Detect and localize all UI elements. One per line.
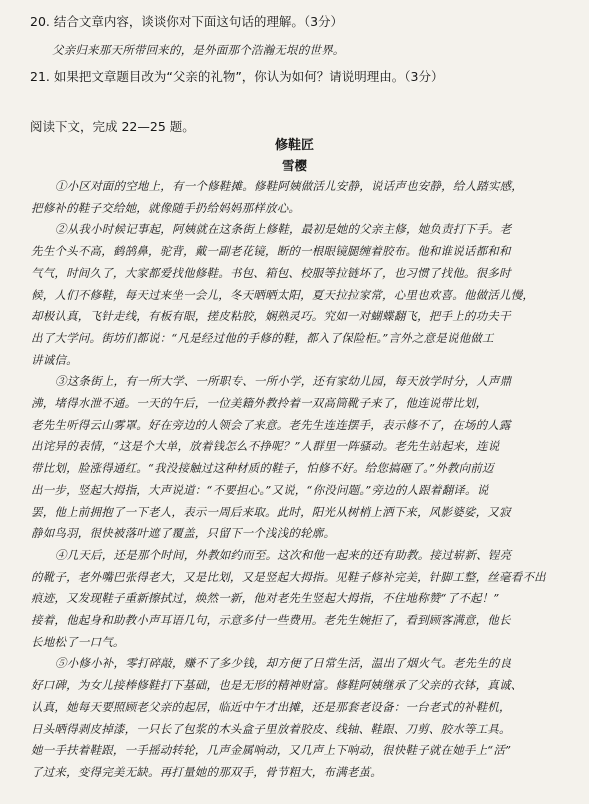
article-line: 长地松了一口气。 bbox=[31, 634, 125, 649]
article-line: 出一步，竖起大拇指，大声说道：“不要担心。”又说，“你没问题。”旁边的人跟着翻译。说 bbox=[31, 482, 489, 497]
article-line: 的靴子，老外嘴巴张得老大，又是比划，又是竖起大拇指。见鞋子修补完美，针脚工整，丝毫看不出 bbox=[31, 569, 546, 584]
article-line: ④几天后，还是那个时间，外教如约而至。这次和他一起来的还有助教。接过崭新、锃亮 bbox=[55, 547, 512, 562]
article-line: 痕迹，又发现鞋子重新擦拭过，焕然一新，他对老先生竖起大拇指，不住地称赞“了不起！” bbox=[31, 591, 500, 606]
article-line: ①小区对面的空地上，有一个修鞋摊。修鞋阿姨做活儿安静，说话声也安静，给人踏实感， bbox=[55, 179, 523, 193]
article-line: 日头晒得剥皮掉漆，一只长了包浆的木头盒子里放着胶皮、线轴、鞋跟、刀剪、胶水等工具。 bbox=[31, 721, 511, 736]
reading-instruction: 阅读下文，完成 22—25 题。 bbox=[30, 119, 195, 134]
article-line: 带比划，脸涨得通红。“我没接触过这种材质的鞋子，怕修不好。给您搞砸了。”外教向前迈 bbox=[31, 461, 494, 476]
question-20: 20. 结合文章内容，谈谈你对下面这句话的理解。（3分） bbox=[30, 14, 344, 29]
article-line: 把修补的鞋子交给她，就像随手扔给妈妈那样放心。 bbox=[31, 200, 301, 215]
article-line: 好口碑，为女儿接棒修鞋打下基础，也是无形的精神财富。修鞋阿姨继承了父亲的衣钵，真诚、 bbox=[31, 678, 523, 693]
article-line: 出了大学问。街坊们都说：“凡是经过他的手修的鞋，都入了保险柜。”言外之意是说他做工 bbox=[31, 330, 494, 345]
article-line: 她一手扶着鞋跟，一手摇动转轮，几声金属响动，又几声上下响动，很快鞋子就在她手上“活” bbox=[31, 743, 512, 758]
question-20-answer: 父亲归来那天所带回来的，是外面那个浩瀚无垠的世界。 bbox=[52, 43, 345, 57]
article-title: 修鞋匠 bbox=[274, 138, 314, 153]
article-line: 候，人们不修鞋，每天过来坐一会儿，冬天晒晒太阳，夏天拉拉家常，心里也欢喜。他做活儿慢， bbox=[31, 287, 535, 302]
article-line: 了过来，变得完美无缺。再打量她的那双手，骨节粗大，布满老茧。 bbox=[31, 764, 382, 779]
article-line: ⑤小修小补，零打碎敲，赚不了多少钱，却方便了日常生活，温出了烟火气。老先生的良 bbox=[55, 656, 512, 671]
article-line: ②从我小时候记事起，阿姨就在这条街上修鞋，最初是她的父亲主修，她负责打下手。老 bbox=[55, 222, 512, 237]
article-line: 罢，他上前拥抱了一下老人，表示一周后来取。此时，阳光从树梢上洒下来，风影婆娑，又寂 bbox=[31, 504, 511, 519]
article-line: 气气，时间久了，大家都爱找他修鞋。书包、箱包、校服等拉链坏了，也习惯了找他。很多时 bbox=[31, 265, 511, 280]
article-line: 先生个头不高，鹤鹄鼻，驼背，戴一副老花镜，断的一根眼镜腿缠着胶布。他和谁说话都和和 bbox=[31, 244, 511, 259]
article-line: ③这条街上，有一所大学、一所职专、一所小学，还有家幼儿园，每天放学时分，人声鼎 bbox=[55, 374, 512, 389]
question-21: 21. 如果把文章题目改为“父亲的礼物”，你认为如何？请说明理由。（3分） bbox=[30, 69, 444, 84]
article-author: 雪樱 bbox=[281, 158, 307, 173]
article-line: 讲诚信。 bbox=[31, 352, 78, 367]
article-line: 却极认真，飞针走线，有板有眼，搓皮粘胶，娴熟灵巧。究如一对蝴蝶翻飞，把手上的功夫干 bbox=[31, 309, 511, 324]
article-line: 沸，堵得水泄不通。一天的午后，一位美籍外教拎着一双高筒靴子来了，他连说带比划， bbox=[31, 396, 488, 410]
article-line: 老先生听得云山雾罩。好在旁边的人领会了来意。老先生连连摆手，表示修不了，在场的人露 bbox=[31, 417, 511, 432]
article-line: 接着，他起身和助教小声耳语几句，示意多付一些费用。老先生婉拒了，看到顾客满意，他长 bbox=[31, 613, 511, 627]
article-line: 静如鸟羽，很快被落叶遮了覆盖，只留下一个浅浅的轮廓。 bbox=[31, 526, 336, 541]
article-line: 认真，她每天要照顾老父亲的起居，临近中午才出摊，还是那套老设备：一台老式的补鞋机， bbox=[31, 699, 511, 714]
article-line: 出诧异的表情，“这是个大单，放着钱怎么不挣呢？”人群里一阵骚动。老先生站起来，连说 bbox=[31, 439, 500, 454]
